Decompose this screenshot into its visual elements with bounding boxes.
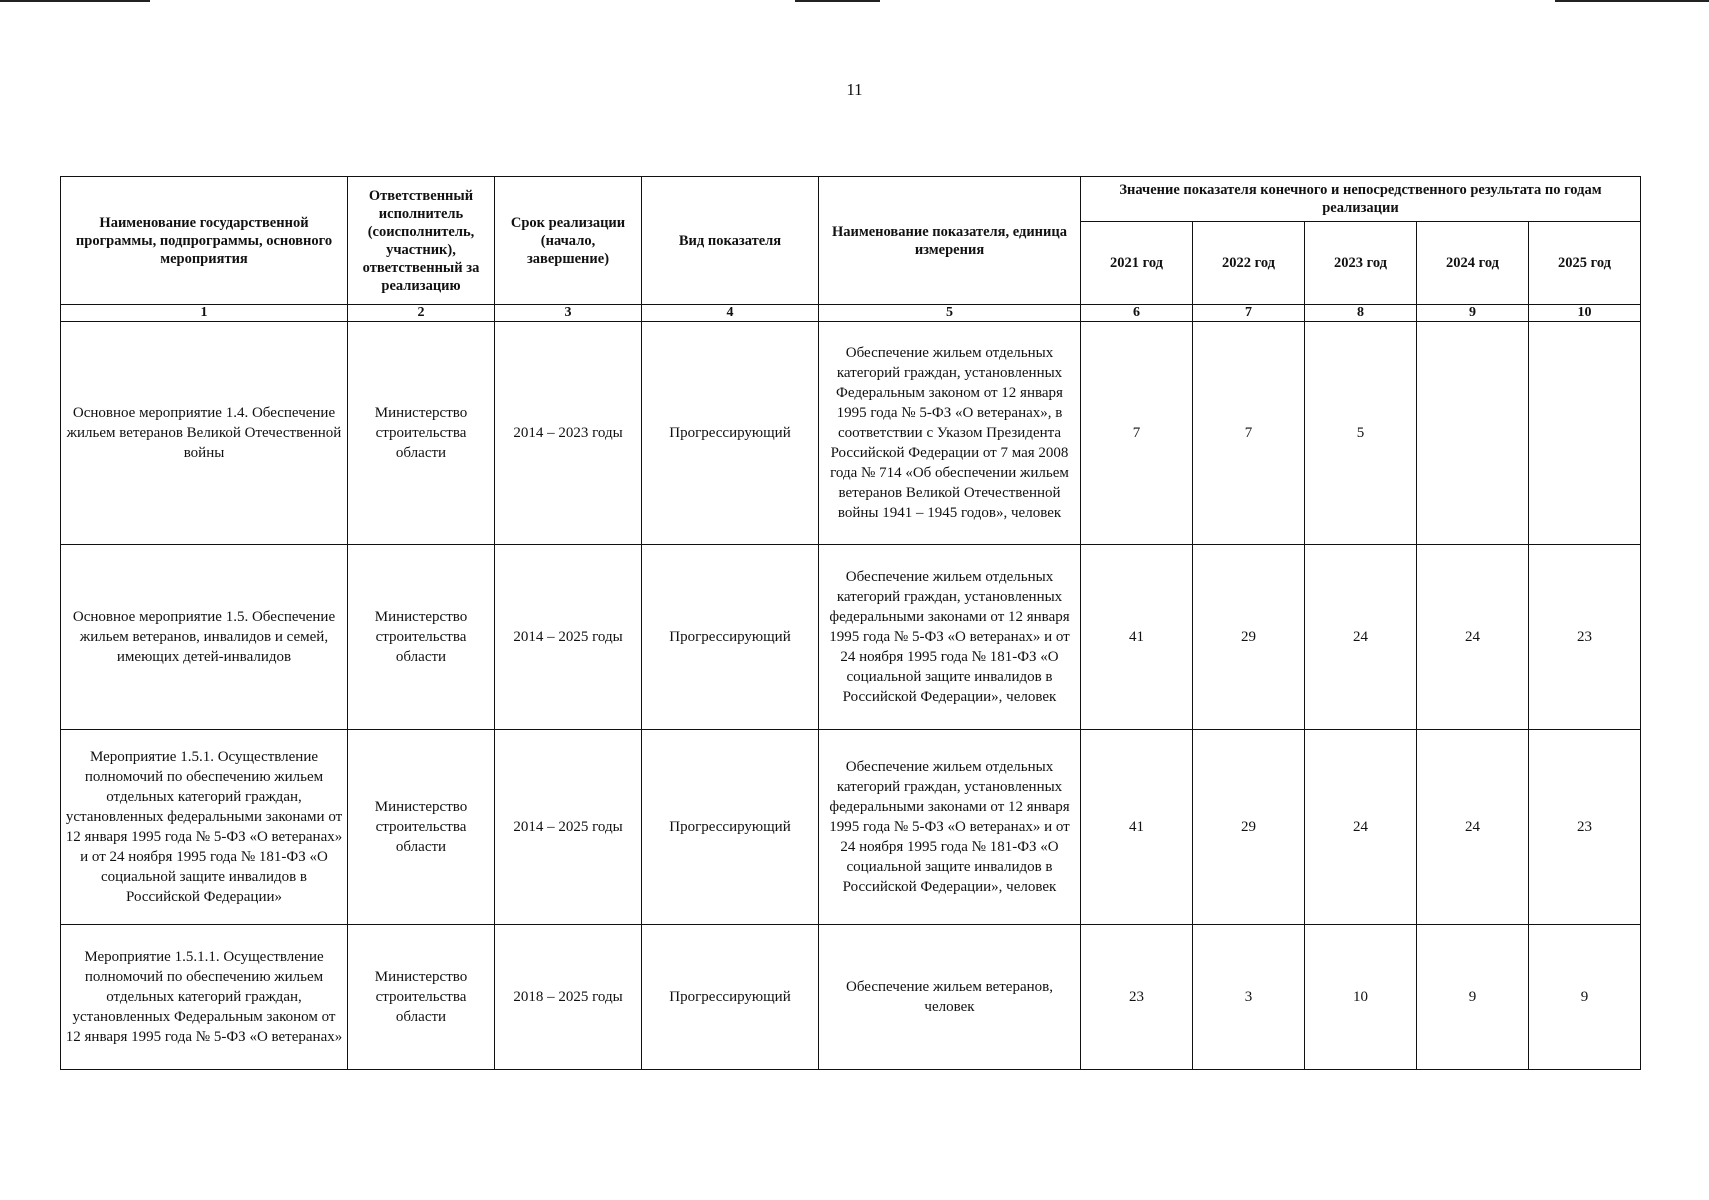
header-values-group: Значение показателя конечного и непосредственного результата по годам реализации	[1081, 177, 1641, 222]
value-2025-cell: 23	[1529, 545, 1641, 730]
top-border-right	[1555, 0, 1709, 2]
value-2023-cell: 24	[1305, 730, 1417, 925]
value-2021-cell: 23	[1081, 925, 1193, 1070]
column-number: 4	[642, 305, 819, 322]
column-number: 6	[1081, 305, 1193, 322]
table-row	[61, 545, 1641, 730]
value-2022-cell: 29	[1193, 545, 1305, 730]
indicator-name-cell: Обеспечение жильем отдельных категорий граждан, установленных федеральными законами от 12 января 1995 года № 5-ФЗ «О ветеранах» и от 24 ноября 1995 года № 181-ФЗ «О социальной защите инвалидов в Российской Федерации», человек	[819, 730, 1081, 925]
value-2024-cell	[1417, 322, 1529, 545]
value-2022-cell: 3	[1193, 925, 1305, 1070]
column-number: 8	[1305, 305, 1417, 322]
value-2025-cell: 23	[1529, 730, 1641, 925]
header-year: 2022 год	[1193, 222, 1305, 305]
indicator-name-cell: Обеспечение жильем отдельных категорий граждан, установленных Федеральным законом от 12 января 1995 года № 5-ФЗ «О ветеранах», в соответствии с Указом Президента Российской Федерации от 7 мая 2008 года № 714 «Об обеспечении жильем ветеранов Великой Отечественной войны 1941 – 1945 годов», человек	[819, 322, 1081, 545]
table-row	[61, 322, 1641, 545]
program-name-cell: Основное мероприятие 1.5. Обеспечение жильем ветеранов, инвалидов и семей, имеющих детей-инвалидов	[61, 545, 348, 730]
column-numbers-row	[61, 305, 1641, 322]
value-2022-cell: 7	[1193, 322, 1305, 545]
header-program-name: Наименование государственной программы, подпрограммы, основного мероприятия	[61, 177, 348, 305]
table-row	[61, 925, 1641, 1070]
header-year: 2025 год	[1529, 222, 1641, 305]
period-cell: 2014 – 2023 годы	[495, 322, 642, 545]
value-2023-cell: 24	[1305, 545, 1417, 730]
column-number: 5	[819, 305, 1081, 322]
executor-cell: Министерство строительства области	[348, 322, 495, 545]
header-year: 2021 год	[1081, 222, 1193, 305]
executor-cell: Министерство строительства области	[348, 925, 495, 1070]
value-2025-cell: 9	[1529, 925, 1641, 1070]
header-period: Срок реализации (начало, завершение)	[495, 177, 642, 305]
value-2024-cell: 9	[1417, 925, 1529, 1070]
column-number: 9	[1417, 305, 1529, 322]
value-2021-cell: 7	[1081, 322, 1193, 545]
value-2024-cell: 24	[1417, 545, 1529, 730]
header-row	[61, 177, 1641, 222]
header-year: 2024 год	[1417, 222, 1529, 305]
column-number: 1	[61, 305, 348, 322]
header-year: 2023 год	[1305, 222, 1417, 305]
column-number: 7	[1193, 305, 1305, 322]
column-number: 2	[348, 305, 495, 322]
value-2025-cell	[1529, 322, 1641, 545]
indicator-kind-cell: Прогрессирующий	[642, 322, 819, 545]
column-number: 10	[1529, 305, 1641, 322]
top-border-left	[0, 0, 150, 2]
header-indicator-kind: Вид показателя	[642, 177, 819, 305]
top-border-center	[795, 0, 880, 2]
executor-cell: Министерство строительства области	[348, 545, 495, 730]
value-2023-cell: 10	[1305, 925, 1417, 1070]
page-number: 11	[846, 80, 863, 99]
indicator-kind-cell: Прогрессирующий	[642, 925, 819, 1070]
indicator-name-cell: Обеспечение жильем ветеранов, человек	[819, 925, 1081, 1070]
period-cell: 2018 – 2025 годы	[495, 925, 642, 1070]
indicator-name-cell: Обеспечение жильем отдельных категорий граждан, установленных федеральными законами от 12 января 1995 года № 5-ФЗ «О ветеранах» и от 24 ноября 1995 года № 181-ФЗ «О социальной защите инвалидов в Российской Федерации», человек	[819, 545, 1081, 730]
period-cell: 2014 – 2025 годы	[495, 545, 642, 730]
period-cell: 2014 – 2025 годы	[495, 730, 642, 925]
table-row	[61, 730, 1641, 925]
value-2021-cell: 41	[1081, 545, 1193, 730]
value-2024-cell: 24	[1417, 730, 1529, 925]
header-indicator-name: Наименование показателя, единица измерения	[819, 177, 1081, 305]
value-2023-cell: 5	[1305, 322, 1417, 545]
header-executor: Ответственный исполнитель (соисполнитель, участник), ответственный за реализацию	[348, 177, 495, 305]
indicators-table	[60, 176, 1641, 1070]
value-2022-cell: 29	[1193, 730, 1305, 925]
indicator-kind-cell: Прогрессирующий	[642, 730, 819, 925]
program-name-cell: Основное мероприятие 1.4. Обеспечение жильем ветеранов Великой Отечественной войны	[61, 322, 348, 545]
program-name-cell: Мероприятие 1.5.1.1. Осуществление полномочий по обеспечению жильем отдельных категорий граждан, установленных Федеральным законом от 12 января 1995 года № 5-ФЗ «О ветеранах»	[61, 925, 348, 1070]
column-number: 3	[495, 305, 642, 322]
indicator-kind-cell: Прогрессирующий	[642, 545, 819, 730]
value-2021-cell: 41	[1081, 730, 1193, 925]
executor-cell: Министерство строительства области	[348, 730, 495, 925]
program-name-cell: Мероприятие 1.5.1. Осуществление полномочий по обеспечению жильем отдельных категорий граждан, установленных федеральными законами от 12 января 1995 года № 5-ФЗ «О ветеранах» и от 24 ноября 1995 года № 181-ФЗ «О социальной защите инвалидов в Российской Федерации»	[61, 730, 348, 925]
